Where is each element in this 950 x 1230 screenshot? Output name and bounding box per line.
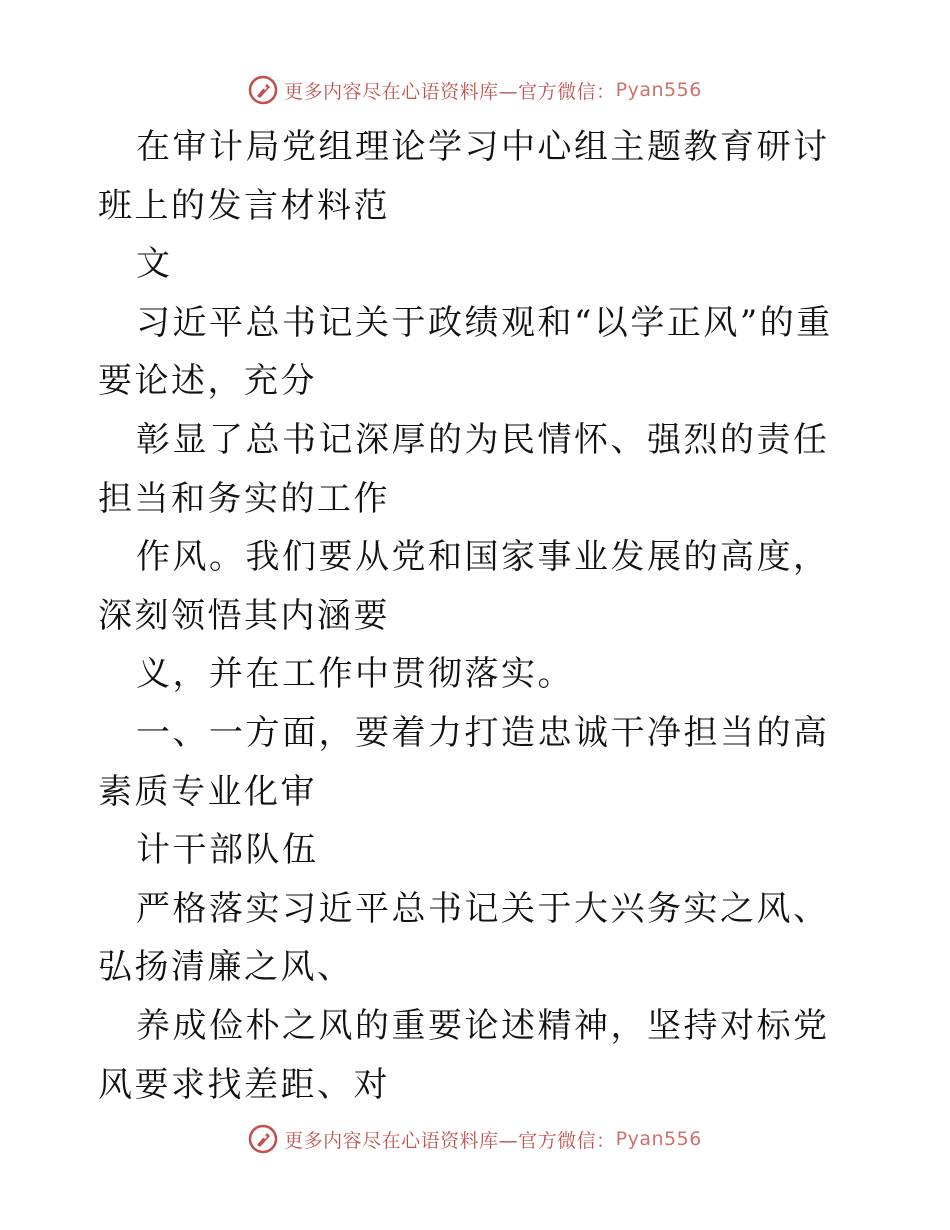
watermark-text: 更多内容尽在心语资料库—官方微信： [284,1129,616,1152]
paragraph-9: 严格落实习近平总书记关于大兴务实之风、弘扬清廉之风、 [98,888,830,988]
paragraph-5: 作风。我们要从党和国家事业发展的高度，深刻领悟其内涵要 [98,537,830,636]
header-watermark [0,70,950,110]
paragraph-2: 文 [136,244,173,285]
paragraph-3: 习近平总书记关于政绩观和“以学正风”的重要论述，充分 [98,302,833,402]
watermark-account: Pyan556 [615,79,702,101]
paragraph-10: 养成俭朴之风的重要论述精神，坚持对标党风要求找差距、对 [98,1005,830,1105]
paragraph-8: 计干部队伍 [136,830,319,871]
watermark-text: 更多内容尽在心语资料库—官方微信： [284,80,616,103]
document-body [98,118,858,1114]
pen-nib-logo-icon [248,75,278,105]
watermark-account: Pyan556 [615,1128,702,1150]
paragraph-1: 在审计局党组理论学习中心组主题教育研讨班上的发言材料范 [98,127,830,226]
footer-watermark [0,1119,950,1159]
paragraph-6: 义，并在工作中贯彻落实。 [136,654,574,695]
pen-nib-logo-icon [248,1124,278,1154]
paragraph-7: 一、一方面，要着力打造忠诚干净担当的高素质专业化审 [98,712,830,812]
paragraph-4: 彰显了总书记深厚的为民情怀、强烈的责任担当和务实的工作 [98,419,830,519]
